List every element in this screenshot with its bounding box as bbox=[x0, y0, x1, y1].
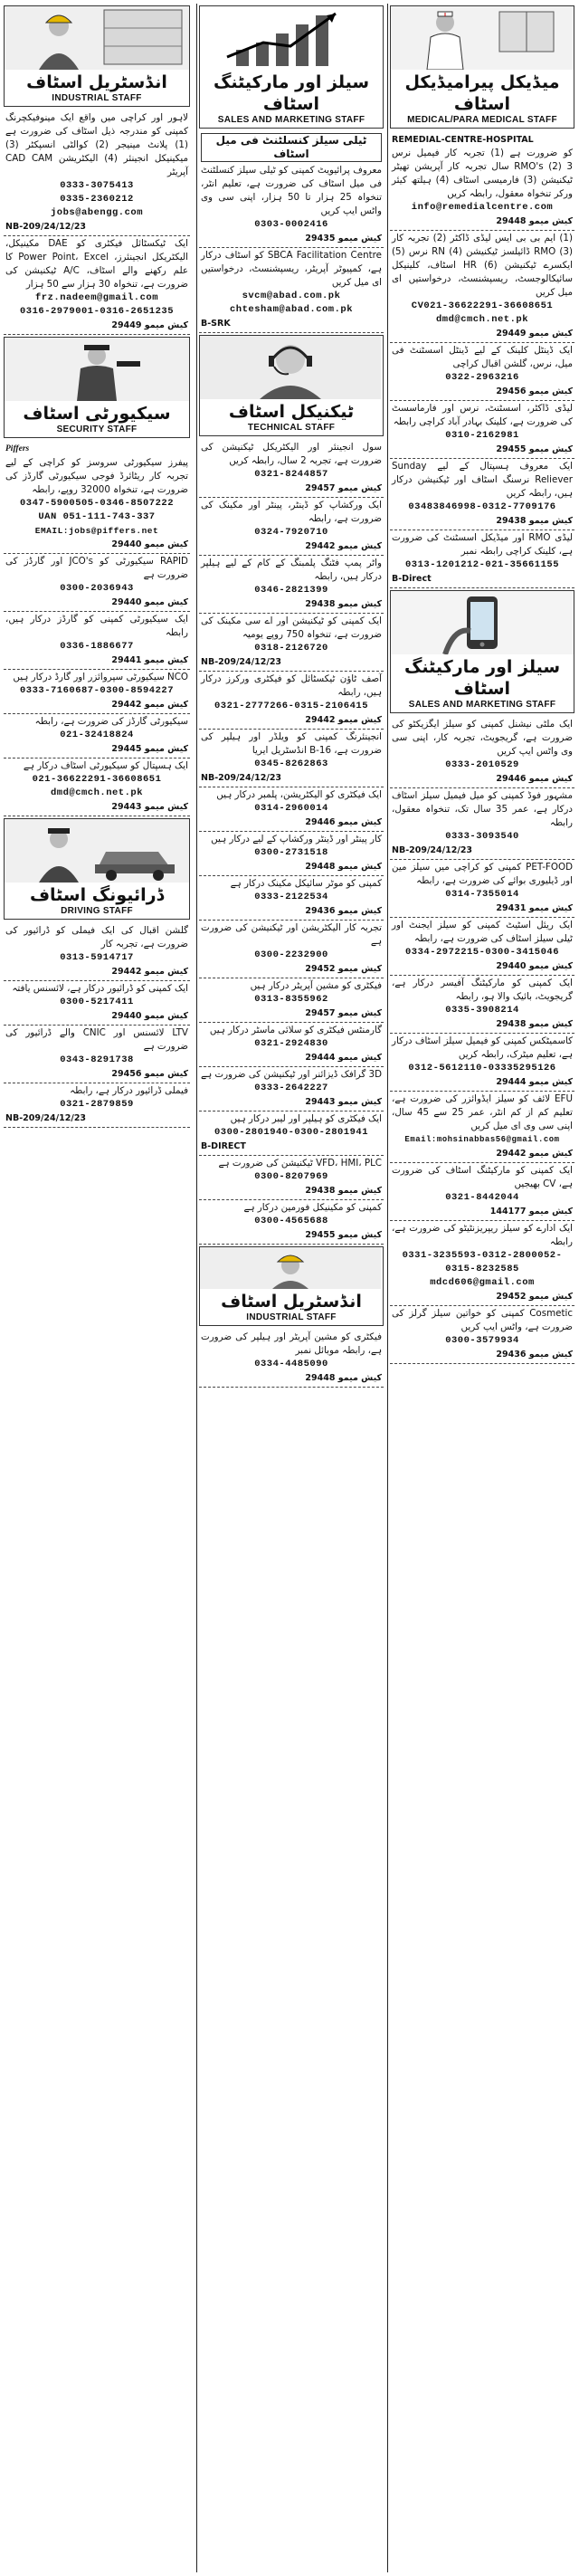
ad-marketing-officer bbox=[390, 976, 574, 1034]
ad-text: لیڈی ڈاکٹر، اسسٹنٹ، نرس اور فارماسسٹ کی ضرورت ہے، کلینک بہادر آباد کراچی رابطہ bbox=[392, 403, 573, 427]
ad-ref: NB-209/24/12/23 bbox=[5, 222, 87, 232]
ad-cosmetic-girls bbox=[390, 1306, 574, 1364]
ad-ref: کیش میمو 29455 bbox=[496, 444, 573, 454]
ad-ref: B-SRK bbox=[201, 319, 231, 329]
ad-electrician-2 bbox=[199, 921, 384, 978]
ad-phone[interactable]: 0324-7920710 bbox=[254, 527, 328, 538]
sales1-header-urdu: سیلز اور مارکیٹنگ اسٹاف bbox=[213, 72, 370, 114]
ad-ltv-driver bbox=[4, 1026, 190, 1083]
ad-title: REMEDIAL-CENTRE-HOSPITAL bbox=[392, 135, 534, 145]
ad-ref: کیش میمو 29438 bbox=[496, 1019, 573, 1029]
ad-ref: کیش میمو 29448 bbox=[305, 1373, 382, 1383]
ad-phone[interactable]: 03483846998-0312-7709176 bbox=[408, 501, 556, 512]
engineer-icon bbox=[5, 6, 189, 70]
tele-sales-title: ٹیلی سیلز کنسلٹنٹ فی میل اسٹاف bbox=[201, 133, 382, 162]
ad-ref: کیش میمو 29438 bbox=[305, 599, 382, 609]
ad-factory-operator bbox=[199, 1330, 384, 1388]
ad-ref: کیش میمو 29457 bbox=[305, 483, 382, 493]
ad-phone[interactable]: 0334-2972215-0300-3415046 bbox=[404, 947, 560, 958]
technical-header-urdu: ٹیکنیکل اسٹاف bbox=[228, 402, 355, 422]
ad-ref: کیش میمو 29441 bbox=[111, 655, 188, 665]
ad-text: لیڈی RMO اور میڈیکل اسسٹنٹ کی ضرورت ہے، کلینک کراچی رابطہ نمبر bbox=[392, 532, 573, 557]
ad-email[interactable]: Email:mohsinabbas56@gmail.com bbox=[404, 1135, 560, 1144]
ad-text: فیملی ڈرائیور درکار ہے، رابطہ bbox=[70, 1085, 188, 1096]
ad-workshop bbox=[199, 498, 384, 556]
ad-piffers bbox=[4, 442, 190, 554]
ad-text: ایک ادارے کو سیلز ریپریزنٹیٹو کی ضرورت ہے، رابطہ bbox=[392, 1223, 573, 1247]
ad-driver-4 bbox=[4, 1083, 190, 1128]
ad-ref: کیش میمو 29456 bbox=[496, 386, 573, 396]
driving-header-urdu: ڈرائیونگ اسٹاف bbox=[29, 885, 165, 905]
ad-phone[interactable]: 0321-8442044 bbox=[445, 1192, 519, 1203]
ad-cmch bbox=[390, 231, 574, 343]
ad-helper-labour bbox=[199, 1111, 384, 1156]
ad-ref: B-DIRECT bbox=[201, 1141, 246, 1151]
growth-chart-icon bbox=[200, 6, 383, 70]
ad-text: LTV لائسنس اور CNIC والے ڈرائیور کی ضرورت ہے bbox=[5, 1027, 188, 1052]
ad-phone[interactable]: 021-32418824 bbox=[60, 730, 134, 740]
ad-sunday-reliever bbox=[390, 459, 574, 530]
ad-ref: کیش میمو 29442 bbox=[111, 700, 188, 710]
ad-phone[interactable]: 0300-2801940-0300-2801941 bbox=[214, 1127, 369, 1138]
ad-text: ایک کمپنی کو ڈرائیور درکار ہے، لائسنس یافتہ bbox=[12, 983, 188, 994]
ad-text: کار پینٹر اور ڈینٹر ورکشاپ کے لیے درکار ہیں bbox=[211, 834, 382, 844]
ad-company-driver bbox=[4, 981, 190, 1026]
ad-dental-clinic bbox=[390, 343, 574, 401]
ad-text: ایک فیکٹری کو ہیلپر اور لیبر درکار ہیں bbox=[230, 1113, 382, 1124]
ad-ref: NB-209/24/12/23 bbox=[201, 657, 282, 667]
ad-nco-security bbox=[4, 670, 190, 714]
ad-text: لاہور اور کراچی میں واقع ایک مینوفیکچرنگ کمپنی کو مندرجہ ذیل اسٹاف کی ضرورت ہے (1) پلانٹ مینیجر (2) کوالٹی انسپکٹر (3) میکینیکل انجینئر (4) الیکٹریشن CAD CAM آپریٹر bbox=[5, 112, 188, 177]
ad-phone[interactable]: 0334-4485090 bbox=[254, 1359, 328, 1369]
ad-ref: کیش میمو 29448 bbox=[305, 862, 382, 872]
ad-email[interactable]: mdcd606@gmail.com bbox=[430, 1277, 535, 1288]
ad-electrician bbox=[199, 787, 384, 832]
ad-text: آصف ٹاؤن ٹیکسٹائل کو فیکٹری ورکرز درکار ہیں، رابطہ bbox=[201, 673, 382, 698]
ad-text: EFU لائف کو سیلز ایڈوائزر کی ضرورت ہے، تعلیم کم از کم انٹر، عمر 25 سے 45 سال، اپنی سی وی ای میل کریں bbox=[392, 1093, 573, 1131]
ad-ref: کیش میمو 29436 bbox=[305, 906, 382, 916]
ad-email[interactable]: info@remedialcentre.com bbox=[411, 202, 554, 213]
ad-remedial-centre bbox=[390, 132, 574, 231]
ad-ref: کیش میمو 29440 bbox=[111, 1011, 188, 1021]
ad-ref: کیش میمو 29457 bbox=[305, 1008, 382, 1018]
ad-text: سیکیورٹی گارڈز کی ضرورت ہے، رابطہ bbox=[34, 716, 188, 727]
ad-text: مشہور فوڈ کمپنی کو میل فیمیل سیلز اسٹاف درکار ہے، عمر 35 سال تک، تنخواہ معقول، رابطہ bbox=[392, 790, 573, 828]
ad-phone[interactable]: 0300-2036943 bbox=[60, 583, 134, 594]
ad-text: ایک معروف ہسپتال کے لیے Sunday Reliever نرسنگ اسٹاف اور ٹیکنیشن درکار ہیں، رابطہ کریں bbox=[392, 461, 573, 499]
ad-phone[interactable]: 021-36622291-36608651 bbox=[32, 774, 162, 785]
ad-phone[interactable]: 0313-8355962 bbox=[254, 994, 328, 1005]
column-medical-sales bbox=[387, 4, 574, 2572]
ad-text: فیکٹری کو مشین آپریٹر درکار ہیں bbox=[250, 980, 382, 991]
ad-email[interactable]: EMAIL:jobs@piffers.net bbox=[34, 526, 159, 536]
industrial1-header-english: INDUSTRIAL STAFF bbox=[52, 93, 142, 103]
ad-phone[interactable]: 0321-2924830 bbox=[254, 1038, 328, 1049]
ad-ref: کیش میمو 29443 bbox=[305, 1097, 382, 1107]
ad-pet-food bbox=[390, 860, 574, 918]
ad-phone[interactable]: 0300-2232900 bbox=[254, 949, 328, 960]
security-guard-icon bbox=[5, 338, 189, 401]
ad-text: ایک کمپنی کو مارکیٹنگ آفیسر درکار ہے، گریجویٹ، بائیک والا ہو، رابطہ bbox=[392, 978, 573, 1002]
ad-phone[interactable]: 0318-2126720 bbox=[254, 643, 328, 654]
ad-welder bbox=[199, 730, 384, 787]
ad-phone[interactable]: 0313-1201212-021-35661155 bbox=[404, 559, 560, 570]
ad-ref: کیش میمو 29444 bbox=[496, 1077, 573, 1087]
ad-text: RAPID سیکیورٹی کو JCO's اور گارڈز کی ضرورت ہے bbox=[5, 556, 188, 580]
piffers-logo: Piffers bbox=[5, 444, 30, 453]
ad-text: پیفرز سیکیورٹی سروسز کو کراچی کے لیے تجربہ کار ریٹائرڈ فوجی سیکیورٹی گارڈز کی ضرورت ہے، تنخواہ 32000 روپے، رابطہ bbox=[5, 457, 188, 495]
ad-bike-mechanic bbox=[199, 876, 384, 921]
sales-staff-header-1 bbox=[199, 5, 384, 129]
ad-ref: کیش میمو 29435 bbox=[305, 234, 382, 243]
ad-text: PET-FOOD کمپنی کو کراچی میں سیلز مین اور ڈیلیوری بوائے کی ضرورت ہے، رابطہ bbox=[392, 862, 573, 886]
ad-garments bbox=[199, 1023, 384, 1067]
ad-phone[interactable]: 0313-5914717 bbox=[60, 952, 134, 963]
ad-lady-doctor bbox=[390, 401, 574, 459]
ad-text: ایک ورکشاپ کو ڈینٹر، پینٹر اور مکینک کی ضرورت ہے، رابطہ bbox=[201, 500, 382, 524]
ad-ref: NB-209/24/12/23 bbox=[392, 845, 473, 855]
ad-phone[interactable]: 0316-2979001-0316-2651235 bbox=[19, 306, 175, 317]
ad-text: کاسمیٹکس کمپنی کو فیمیل سیلز اسٹاف درکار ہے، تعلیم میٹرک، رابطہ کریں bbox=[392, 1035, 573, 1060]
medical-header-english: MEDICAL/PARA MEDICAL STAFF bbox=[407, 115, 557, 125]
ad-text: ایک ریئل اسٹیٹ کمپنی کو سیلز ایجنٹ اور ٹیلی سیلز اسٹاف کی ضرورت ہے، رابطہ bbox=[392, 920, 573, 944]
ad-family-driver bbox=[4, 923, 190, 981]
ad-ref: کیش میمو 29438 bbox=[496, 516, 573, 526]
ad-ref: کیش میمو 29443 bbox=[111, 802, 188, 812]
ad-uan[interactable]: UAN 051-111-743-337 bbox=[38, 511, 156, 522]
ad-phone[interactable]: 0343-8291738 bbox=[60, 1054, 134, 1065]
ad-phone[interactable]: 0345-8262863 bbox=[254, 758, 328, 769]
ad-machine-operator bbox=[199, 978, 384, 1023]
ad-ref: کیش میمو 29438 bbox=[305, 1186, 382, 1196]
ad-ref: کیش میمو 29452 bbox=[496, 1292, 573, 1302]
ad-text: واٹر پمپ فٹنگ پلمبنگ کے کام کے لیے ہیلپر درکار ہیں، رابطہ bbox=[201, 558, 382, 582]
ad-phone[interactable]: 0314-2960014 bbox=[254, 803, 328, 814]
ad-ref: کیش میمو 29436 bbox=[496, 1350, 573, 1360]
ad-ref: کیش میمو 29431 bbox=[496, 903, 573, 913]
medical-header-urdu: میڈیکل پیرامیڈیکل اسٹاف bbox=[404, 72, 560, 114]
ad-ref: کیش میمو 29449 bbox=[496, 329, 573, 339]
ad-efu-life bbox=[390, 1092, 574, 1163]
ad-marketing-cv bbox=[390, 1163, 574, 1221]
ad-textile-dae bbox=[4, 236, 190, 335]
ad-rapid-security bbox=[4, 554, 190, 612]
ad-text: ایک فیکٹری کو الیکٹریشن، پلمبر درکار ہیں bbox=[216, 789, 382, 800]
ad-phone[interactable]: 0300-2731518 bbox=[254, 847, 328, 858]
ad-asif-town bbox=[199, 672, 384, 730]
ad-phone[interactable]: 0331-3235593-0312-2800052-0315-8232585 bbox=[402, 1250, 563, 1274]
driver-icon bbox=[5, 819, 189, 883]
nurse-icon bbox=[391, 6, 574, 70]
ad-manufacturing bbox=[4, 110, 190, 236]
ad-text: NCO سیکیورٹی سپروائزر اور گارڈ درکار ہیں bbox=[13, 672, 188, 682]
ad-phone[interactable]: CV021-36622291-36608651 bbox=[411, 301, 554, 311]
security-staff-header bbox=[4, 337, 190, 438]
industrial2-header-urdu: انڈسٹریل اسٹاف bbox=[221, 1292, 362, 1312]
ad-ref: B-Direct bbox=[392, 574, 432, 584]
ad-phone[interactable]: 0321-2879859 bbox=[60, 1099, 134, 1110]
ad-phone[interactable]: 0300-8207969 bbox=[254, 1171, 328, 1182]
ad-vfd-plc bbox=[199, 1156, 384, 1200]
ad-real-estate bbox=[390, 918, 574, 976]
ad-phone[interactable]: 0335-3908214 bbox=[445, 1005, 519, 1016]
medical-staff-header bbox=[390, 5, 574, 129]
ad-phone[interactable]: 0333-2010529 bbox=[445, 759, 519, 770]
ad-phone[interactable]: 0303-0002416 bbox=[254, 219, 328, 230]
ad-ref: کیش میمو 144177 bbox=[489, 1207, 573, 1216]
ad-lady-rmo bbox=[390, 530, 574, 588]
ad-phone[interactable]: 0322-2963216 bbox=[445, 372, 519, 383]
technical-staff-header bbox=[199, 335, 384, 436]
ad-text: معروف پرائیویٹ کمپنی کو ٹیلی سیلز کنسلٹنٹ فی میل اسٹاف کی ضرورت ہے، تعلیم انٹر، تنخواہ 25 ہزار تا 50 ہزار، اپنی سی وی واٹس ایپ کریں bbox=[201, 165, 383, 216]
ad-email[interactable]: jobs@abengg.com bbox=[50, 207, 143, 218]
ad-text: گلشن اقبال کی ایک فیملی کو ڈرائیور کی ضرورت ہے، تجربہ کار bbox=[5, 925, 188, 949]
driving-header-english: DRIVING STAFF bbox=[61, 906, 133, 916]
ad-text: ایک ملٹی نیشنل کمپنی کو سیلز ایگزیکٹو کی ضرورت ہے، گریجویٹ، تجربہ کار، اپنی سی وی واٹس ایپ کریں bbox=[392, 719, 573, 757]
industrial1-header-urdu: انڈسٹریل اسٹاف bbox=[26, 72, 167, 92]
ad-ref: کیش میمو 29445 bbox=[111, 744, 188, 754]
ad-text: (1) ایم بی بی ایس لیڈی ڈاکٹر (2) تجربہ کار RMO (3) ڈائیلسز ٹیکنیشن (4) RN نرس (5) ایکسرے ٹیکنیشن (6) HR اسٹاف، کلینیکل سائیکالوجسٹ، ریسپشنسٹ، درخواستیں ای میل کریں bbox=[392, 233, 574, 298]
ad-text: 3D گرافک ڈیزائنر اور ٹیکنیشن کی ضرورت ہے bbox=[201, 1069, 382, 1080]
ad-text: ایک ہسپتال کو سیکیورٹی اسٹاف درکار ہے bbox=[23, 760, 188, 771]
ad-text: فیکٹری کو مشین آپریٹر اور ہیلپر کی ضرورت ہے، رابطہ موبائل نمبر bbox=[201, 1331, 382, 1356]
ad-text: کو ضرورت ہے (1) تجربہ کار فیمیل نرس RMO's (2) 3 سال تجربہ کار آپریشن تھیٹر ٹیکنیشن (3) فارمیسی اسٹاف (4) ہیلتھ کیئر ورکر تنخواہ معقول، رابطہ کریں bbox=[392, 148, 573, 199]
ad-text: ایک کمپنی کو ٹیکنیشن اور اے سی مکینک کی ضرورت ہے، تنخواہ 750 روپے یومیہ bbox=[201, 615, 382, 640]
ad-ref: کیش میمو 29448 bbox=[496, 216, 573, 226]
ad-ref: کیش میمو 29449 bbox=[111, 320, 188, 330]
ad-email[interactable]: dmd@cmch.net.pk bbox=[435, 314, 528, 325]
ad-ref: کیش میمو 29442 bbox=[305, 715, 382, 725]
ad-phone[interactable]: 0312-5612110-03335295126 bbox=[408, 1063, 556, 1073]
ad-text: ایک سیکیورٹی کمپنی کو گارڈز درکار ہیں، رابطہ bbox=[5, 614, 188, 638]
sales-staff-header-2 bbox=[390, 590, 574, 713]
industrial-staff-header-2 bbox=[199, 1246, 384, 1326]
ad-text: کمپنی کو مکینیکل فورمین درکار ہے bbox=[243, 1202, 382, 1213]
ad-email[interactable]: dmd@cmch.net.pk bbox=[50, 787, 143, 798]
headset-operator-icon bbox=[200, 336, 383, 399]
ad-text: ایک کمپنی کو مارکیٹنگ اسٹاف کی ضرورت ہے، CV بھیجیں bbox=[392, 1165, 573, 1189]
ad-phone[interactable]: 0314-7355014 bbox=[445, 889, 519, 900]
ad-phone[interactable]: 0321-2777266-0315-2106415 bbox=[214, 701, 369, 711]
ad-ref: کیش میمو 29442 bbox=[496, 1149, 573, 1159]
classifieds-page bbox=[4, 4, 575, 2572]
ad-ref: کیش میمو 29440 bbox=[496, 961, 573, 971]
ad-ref: NB-209/24/12/23 bbox=[5, 1113, 87, 1123]
column-industrial-security-driving bbox=[4, 4, 190, 2572]
column-sales-technical bbox=[196, 4, 384, 2572]
ad-tele-sales bbox=[199, 132, 384, 248]
ad-ref: کیش میمو 29455 bbox=[305, 1230, 382, 1240]
ad-text: ایک ٹیکسٹائل فیکٹری کو DAE مکینیکل، الیکٹریکل انجینئرز، Power Point، Excel کا علم رکھنے والے اسٹاف، A/C ٹیکنیشن کی ضرورت ہے، تنخواہ 30 ہزار سے 50 ہزار bbox=[5, 238, 188, 290]
ad-3d-designer bbox=[199, 1067, 384, 1111]
ad-phone[interactable]: 0300-5217411 bbox=[60, 997, 134, 1007]
ad-ref: کیش میمو 29444 bbox=[305, 1053, 382, 1063]
ad-food-sales bbox=[390, 788, 574, 860]
ad-security-guards bbox=[4, 612, 190, 670]
ad-sales-exec bbox=[390, 717, 574, 788]
ad-civil-engineer bbox=[199, 440, 384, 498]
ad-ref: کیش میمو 29452 bbox=[305, 964, 382, 974]
ad-ref: کیش میمو 29446 bbox=[305, 817, 382, 827]
sales1-header-english: SALES AND MARKETING STAFF bbox=[217, 115, 365, 125]
ad-text: Cosmetic کمپنی کو خواتین سیلز گرلز کی ضرورت ہے، واٹس ایپ کریں bbox=[392, 1308, 573, 1332]
ad-text: سول انجینئر اور الیکٹریکل ٹیکنیشن کی ضرورت ہے، تجربہ 2 سال، رابطہ کریں bbox=[201, 442, 382, 466]
ad-ref: کیش میمو 29446 bbox=[496, 774, 573, 784]
ad-email[interactable]: svcm@abad.com.pk bbox=[242, 291, 341, 301]
mobile-phone-icon bbox=[391, 591, 574, 654]
ad-text: انجینئرنگ کمپنی کو ویلڈر اور ہیلپر کی ضرورت ہے، 16-B انڈسٹریل ایریا bbox=[201, 731, 382, 756]
ad-hospital-security bbox=[4, 758, 190, 816]
ad-email[interactable]: chtesham@abad.com.pk bbox=[229, 304, 354, 315]
ad-ref: کیش میمو 29456 bbox=[111, 1069, 188, 1079]
ad-phone[interactable]: 0333-2122534 bbox=[254, 892, 328, 902]
ad-phone[interactable]: 0300-3579934 bbox=[445, 1335, 519, 1346]
ad-ref: کیش میمو 29442 bbox=[305, 541, 382, 551]
ad-ref: کیش میمو 29442 bbox=[111, 967, 188, 977]
ad-ac-technician bbox=[199, 614, 384, 672]
ad-guards-2 bbox=[4, 714, 190, 758]
ad-phone[interactable]: 0336-1886677 bbox=[60, 641, 134, 652]
ad-phone[interactable]: 0333-2642227 bbox=[254, 1083, 328, 1093]
driving-staff-header bbox=[4, 818, 190, 920]
ad-foreman bbox=[199, 1200, 384, 1245]
ad-ref: کیش میمو 29440 bbox=[111, 539, 188, 549]
ad-phone[interactable]: 0335-2360212 bbox=[60, 194, 134, 205]
ad-phone[interactable]: 0347-5900505-0346-8507222 bbox=[19, 498, 175, 509]
ad-text: VFD، HMI، PLC ٹیکنیشن کی ضرورت ہے bbox=[218, 1158, 382, 1169]
security-header-urdu: سیکیورٹی اسٹاف bbox=[23, 404, 171, 424]
engineer-icon bbox=[200, 1247, 383, 1289]
sales2-header-urdu: سیلز اور مارکیٹنگ اسٹاف bbox=[403, 657, 561, 699]
ad-phone[interactable]: 0333-7160687-0300-8594227 bbox=[19, 685, 175, 696]
ad-phone[interactable]: 0300-4565688 bbox=[254, 1216, 328, 1226]
ad-phone[interactable]: 0333-3075413 bbox=[60, 180, 134, 191]
ad-phone[interactable]: 0346-2821399 bbox=[254, 585, 328, 596]
ad-email[interactable]: frz.nadeem@gmail.com bbox=[34, 292, 159, 303]
ad-phone[interactable]: 0321-8244857 bbox=[254, 469, 328, 480]
ad-sbca bbox=[199, 248, 384, 333]
ad-water-pump bbox=[199, 556, 384, 614]
ad-text: ایک ڈینٹل کلینک کے لیے ڈینٹل اسسٹنٹ فی میل، نرس، گلشن اقبال کراچی bbox=[392, 345, 573, 369]
ad-text: کمپنی کو موٹر سائیکل مکینک درکار ہے bbox=[230, 878, 382, 889]
ad-car-painter bbox=[199, 832, 384, 876]
ad-phone[interactable]: 0310-2162981 bbox=[445, 430, 519, 441]
ad-text: SBCA Facilitation Centre کو اسٹاف درکار ہے، کمپیوٹر آپریٹر، ریسپشنسٹ، درخواستیں ای میل کریں bbox=[201, 250, 382, 288]
industrial-staff-header-1 bbox=[4, 5, 190, 107]
technical-header-english: TECHNICAL STAFF bbox=[247, 423, 336, 433]
industrial2-header-english: INDUSTRIAL STAFF bbox=[246, 1312, 337, 1322]
ad-cosmetics-female bbox=[390, 1034, 574, 1092]
ad-ref: کیش میمو 29440 bbox=[111, 597, 188, 607]
sales2-header-english: SALES AND MARKETING STAFF bbox=[408, 700, 556, 710]
ad-text: گارمنٹس فیکٹری کو سلائی ماسٹر درکار ہیں bbox=[209, 1025, 382, 1035]
security-header-english: SECURITY STAFF bbox=[56, 425, 138, 434]
ad-phone[interactable]: 0333-3093540 bbox=[445, 831, 519, 842]
ad-text: تجربہ کار الیکٹریشن اور ٹیکنیشن کی ضرورت ہے bbox=[201, 922, 382, 947]
ad-ref: NB-209/24/12/23 bbox=[201, 773, 282, 783]
ad-sales-rep bbox=[390, 1221, 574, 1306]
